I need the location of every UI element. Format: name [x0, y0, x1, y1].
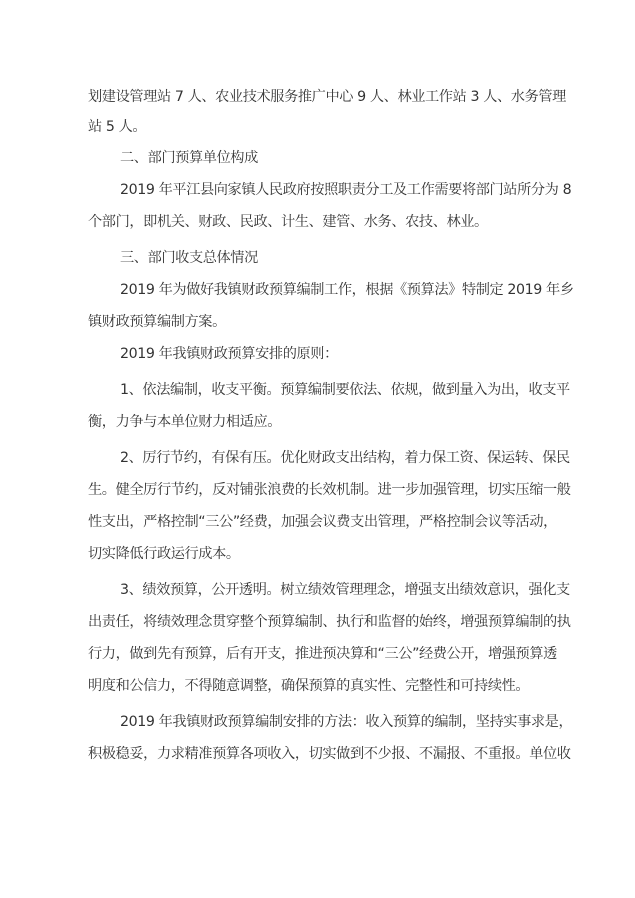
- paragraph-line: 2019 年我镇财政预算编制安排的方法：收入预算的编制，坚持实事求是，: [120, 714, 573, 730]
- paragraph-line: 镇财政预算编制方案。: [88, 314, 226, 330]
- section-heading: 三、部门收支总体情况: [120, 250, 258, 266]
- paragraph-line: 行力，做到先有预算，后有开支，推进预决算和“三公”经费公开，增强预算透: [88, 646, 557, 662]
- paragraph-line: 2019 年我镇财政预算安排的原则：: [120, 346, 338, 362]
- paragraph-line: 划建设管理站 7 人、农业技术服务推广中心 9 人、林业工作站 3 人、水务管理: [88, 89, 566, 105]
- paragraph-line: 性支出，严格控制“三公”经费，加强会议费支出管理，严格控制会议等活动，: [88, 514, 557, 530]
- paragraph-line: 个部门，即机关、财政、民政、计生、建管、水务、农技、林业。: [88, 214, 488, 230]
- paragraph-line: 切实降低行政运行成本。: [88, 546, 240, 562]
- paragraph-line: 站 5 人。: [88, 119, 147, 135]
- paragraph-line: 生。健全厉行节约，反对铺张浪费的长效机制。进一步加强管理，切实压缩一般: [88, 482, 571, 498]
- paragraph-line: 积极稳妥，力求精准预算各项收入，切实做到不少报、不漏报、不重报。单位收: [88, 746, 571, 762]
- paragraph-line: 明度和公信力，不得随意调整，确保预算的真实性、完整性和可持续性。: [88, 678, 530, 694]
- paragraph-line: 2019 年为做好我镇财政预算编制工作，根据《预算法》特制定 2019 年乡: [120, 282, 574, 298]
- section-heading: 二、部门预算单位构成: [120, 150, 258, 166]
- paragraph-line: 衡，力争与本单位财力相适应。: [88, 414, 282, 430]
- paragraph-line: 2019 年平江县向家镇人民政府按照职责分工及工作需要将部门站所分为 8: [120, 182, 572, 198]
- paragraph-line: 3、绩效预算，公开透明。树立绩效管理理念，增强支出绩效意识，强化支: [120, 582, 570, 598]
- paragraph-line: 出责任，将绩效理念贯穿整个预算编制、执行和监督的始终，增强预算编制的执: [88, 614, 571, 630]
- paragraph-line: 1、依法编制，收支平衡。预算编制要依法、依规，做到量入为出，收支平: [120, 382, 570, 398]
- paragraph-line: 2、厉行节约，有保有压。优化财政支出结构，着力保工资、保运转、保民: [120, 450, 570, 466]
